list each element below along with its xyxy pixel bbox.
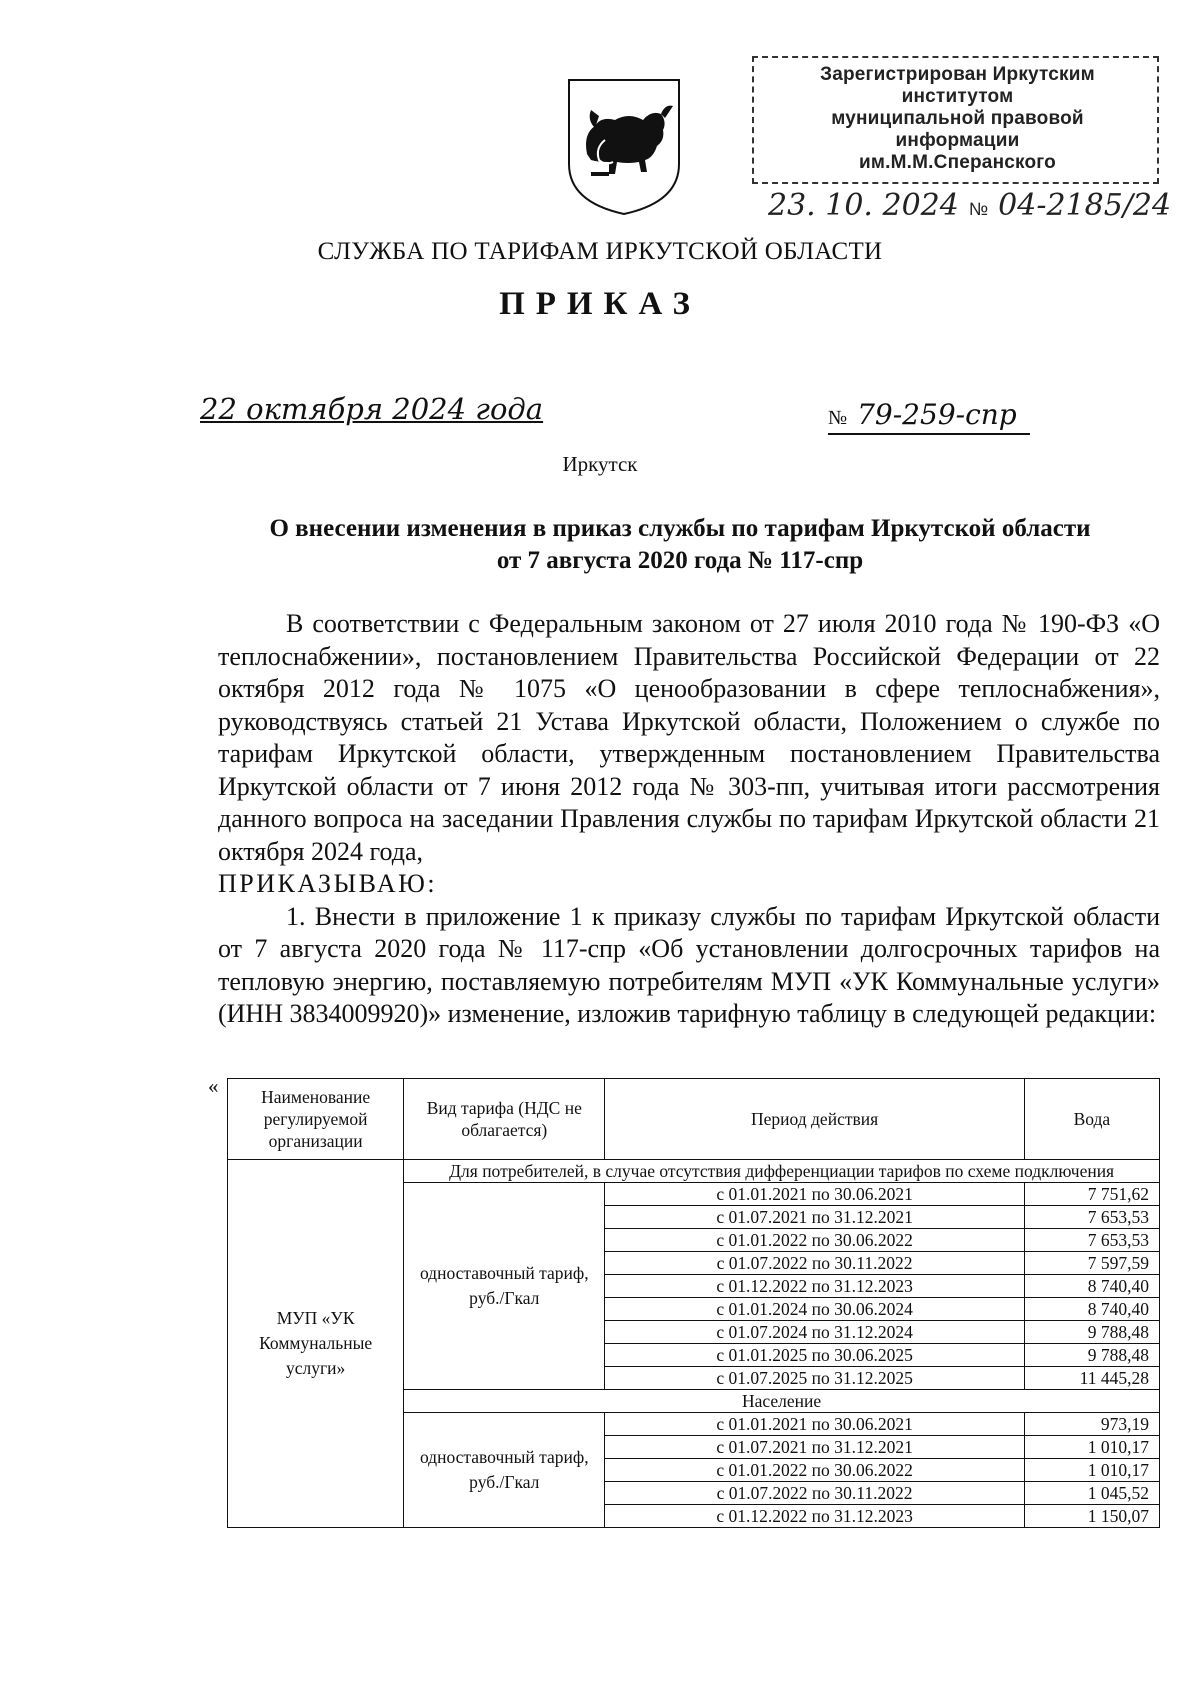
stamp-reg-date: 23. 10. 2024 [768, 188, 959, 223]
tariff-table [227, 1078, 1160, 1528]
price-cell: 11 445,28 [1024, 1367, 1159, 1390]
price-cell: 973,19 [1024, 1413, 1159, 1436]
document-kind: ПРИКАЗ [499, 286, 701, 322]
price-cell: 1 045,52 [1024, 1482, 1159, 1505]
header-org: Наименование регулируемой организации [228, 1079, 404, 1160]
period-cell: с 01.12.2022 по 31.12.2023 [605, 1275, 1025, 1298]
period-cell: с 01.07.2025 по 31.12.2025 [605, 1367, 1025, 1390]
period-cell: с 01.07.2022 по 30.11.2022 [605, 1252, 1025, 1275]
period-cell: с 01.12.2022 по 31.12.2023 [605, 1505, 1025, 1528]
stamp-reg-number: 04-2185/24 [998, 188, 1172, 223]
opening-quote-mark: « [208, 1074, 219, 1098]
order-number-label: № [828, 407, 848, 429]
irkutsk-coat-of-arms-icon [565, 76, 683, 218]
price-cell: 1 010,17 [1024, 1436, 1159, 1459]
tariff-kind-cell: одноставочный тариф, руб./Гкал [404, 1413, 605, 1528]
period-cell: с 01.07.2022 по 30.11.2022 [605, 1482, 1025, 1505]
price-cell: 9 788,48 [1024, 1344, 1159, 1367]
group-title: Население [404, 1390, 1160, 1413]
organization-cell: МУП «УК Коммунальные услуги» [228, 1160, 404, 1528]
stamp-num-label: № [968, 199, 989, 219]
agency-name: СЛУЖБА ПО ТАРИФАМ ИРКУТСКОЙ ОБЛАСТИ [317, 238, 883, 265]
period-cell: с 01.07.2024 по 31.12.2024 [605, 1321, 1025, 1344]
price-cell: 7 597,59 [1024, 1252, 1159, 1275]
tariff-kind-cell: одноставочный тариф, руб./Гкал [404, 1183, 605, 1390]
period-cell: с 01.01.2021 по 30.06.2021 [605, 1413, 1025, 1436]
stamp-line: Зарегистрирован Иркутским институтом [820, 64, 1095, 107]
period-cell: с 01.01.2022 по 30.06.2022 [605, 1459, 1025, 1482]
price-cell: 1 010,17 [1024, 1459, 1159, 1482]
preamble-paragraph: В соответствии с Федеральным законом от 27 июля 2010 года № 190-ФЗ «О теплоснабжении», постановлением Правительства Российской Федерации от 22 октября 2012 года № 1075 «О ценообразовании в сфере теплоснабжения», руководствуясь статьей 21 Устава Иркутской области, Положением о службе по тарифам Иркутской области, утвержденным постановлением Правительства Иркутской области от 7 июня 2012 года № 303-пп, учитывая итоги рассмотрения данного вопроса на заседании Правления службы по тарифам Иркутской области 21 октября 2024 года, [218, 609, 1160, 866]
period-cell: с 01.07.2021 по 31.12.2021 [605, 1206, 1025, 1229]
price-cell: 7 653,53 [1024, 1229, 1159, 1252]
price-cell: 7 653,53 [1024, 1206, 1159, 1229]
document-body [218, 608, 1160, 1031]
document-title-line: от 7 августа 2020 года № 117-спр [496, 547, 864, 574]
table-row [228, 1160, 1160, 1183]
order-number-value: 79-259-спр [857, 398, 1017, 431]
group-title: Для потребителей, в случае отсутствия дифференциации тарифов по схеме подключения [404, 1160, 1160, 1183]
price-cell: 9 788,48 [1024, 1321, 1159, 1344]
document-title [200, 513, 1160, 577]
header-period: Период действия [605, 1079, 1025, 1160]
order-number [828, 398, 1030, 435]
period-cell: с 01.01.2021 по 30.06.2021 [605, 1183, 1025, 1206]
period-cell: с 01.01.2022 по 30.06.2022 [605, 1229, 1025, 1252]
order-word: ПРИКАЗЫВАЮ: [218, 869, 438, 898]
price-cell: 8 740,40 [1024, 1298, 1159, 1321]
period-cell: с 01.01.2025 по 30.06.2025 [605, 1344, 1025, 1367]
document-title-line: О внесении изменения в приказ службы по тарифам Иркутской области [269, 515, 1091, 542]
period-cell: с 01.01.2024 по 30.06.2024 [605, 1298, 1025, 1321]
registration-stamp [752, 56, 1172, 223]
price-cell: 1 150,07 [1024, 1505, 1159, 1528]
period-cell: с 01.07.2021 по 31.12.2021 [605, 1436, 1025, 1459]
header-water: Вода [1024, 1079, 1159, 1160]
order-date: 22 октября 2024 года [200, 392, 544, 426]
stamp-registration-row [768, 188, 1172, 223]
clause-1-paragraph: 1. Внести в приложение 1 к приказу службы по тарифам Иркутской области от 7 августа 2020 года № 117-спр «Об установлении долгосрочных тарифов на тепловую энергию, поставляемую потребителям МУП «УК Коммунальные услуги» (ИНН 3834009920)» изменение, изложив тарифную таблицу в следующей редакции: [218, 901, 1160, 1028]
price-cell: 7 751,62 [1024, 1183, 1159, 1206]
city: Иркутск [562, 452, 638, 476]
header-tariff-kind: Вид тарифа (НДС не облагается) [404, 1079, 605, 1160]
stamp-line: муниципальной правовой информации [831, 108, 1084, 151]
price-cell: 8 740,40 [1024, 1275, 1159, 1298]
table-header-row [228, 1079, 1160, 1160]
stamp-line: им.М.М.Сперанского [859, 152, 1056, 173]
